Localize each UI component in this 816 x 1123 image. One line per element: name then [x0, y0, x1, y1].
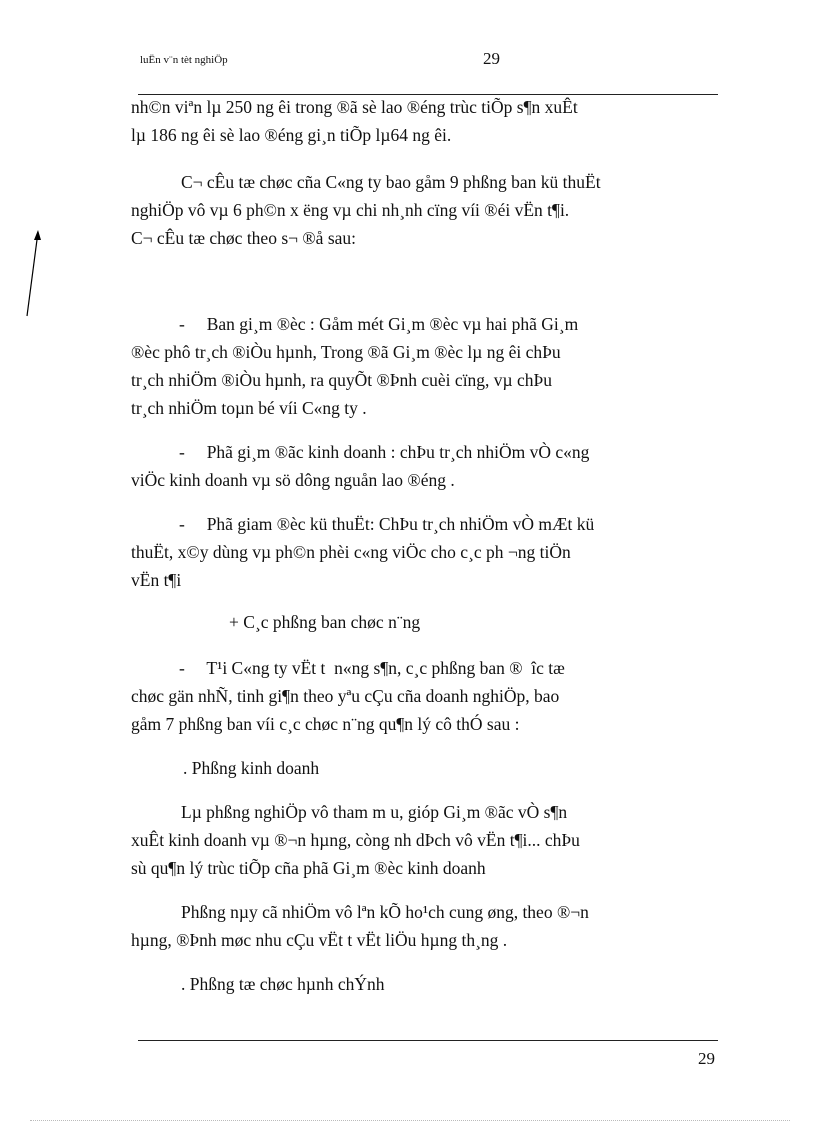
- footer-page-number: 29: [698, 1049, 715, 1068]
- body-line: vËn t¶i: [131, 570, 182, 590]
- section-heading: . Phßng tæ chøc hµnh chÝnh: [181, 974, 385, 994]
- body-line: nh©n viªn lµ 250 ng êi trong ®ã sè lao ®éng trùc tiÕp s¶n xuÊt: [131, 97, 578, 117]
- body-line: + C¸c phßng ban chøc n¨ng: [229, 612, 421, 632]
- body-line: - Phã giam ®èc kü thuËt: ChÞu tr¸ch nhiÖm vÒ mÆt kü: [179, 514, 595, 534]
- body-line: C¬ cÊu tæ chøc cña C«ng ty bao gåm 9 phßng ban kü thuËt: [181, 172, 601, 192]
- section-heading: . Phßng kinh doanh: [183, 758, 320, 778]
- body-line: thuËt, x©y dùng vµ ph©n phèi c«ng viÖc cho c¸c ph ¬ng tiÖn: [131, 542, 571, 562]
- body-line: viÖc kinh doanh vµ sö dông nguån lao ®éng .: [131, 470, 455, 490]
- header-title: luËn v¨n tèt nghiÖp: [140, 54, 228, 66]
- body-line: sù qu¶n lý trùc tiÕp cña phã Gi¸m ®èc kinh doanh: [131, 858, 486, 878]
- body-line: tr¸ch nhiÖm toµn bé víi C«ng ty .: [131, 398, 367, 418]
- footer-rule: [138, 1040, 718, 1041]
- body-line: - T¹i C«ng ty vËt t n«ng s¶n, c¸c phßng ban ® îc tæ: [179, 658, 565, 678]
- body-line: ®èc phô tr¸ch ®iÒu hµnh, Trong ®ã Gi¸m ®èc lµ ng êi chÞu: [131, 342, 561, 362]
- body-line: Phßng nµy cã nhiÖm vô lªn kÕ ho¹ch cung øng, theo ®¬n: [181, 902, 589, 922]
- header-page-number: 29: [483, 49, 500, 68]
- body-line: nghiÖp vô vµ 6 ph©n x ëng vµ chi nh¸nh cïng víi ®éi vËn t¶i.: [131, 200, 570, 220]
- body-line: lµ 186 ng êi sè lao ®éng gi¸n tiÕp lµ64 ng êi.: [131, 125, 452, 145]
- body-line: - Ban gi¸m ®èc : Gåm mét Gi¸m ®èc vµ hai phã Gi¸m: [179, 314, 579, 334]
- body-line: - Phã gi¸m ®ãc kinh doanh : chÞu tr¸ch nhiÖm vÒ c«ng: [179, 442, 590, 462]
- page-edge-divider: [30, 1120, 790, 1121]
- body-line: tr¸ch nhiÖm ®iÒu hµnh, ra quyÕt ®Þnh cuèi cïng, vµ chÞu: [131, 370, 553, 390]
- arrow-icon: [22, 228, 46, 320]
- body-line: hµng, ®Þnh møc nhu cÇu vËt t vËt liÖu hµng th¸ng .: [131, 930, 508, 950]
- body-line: xuÊt kinh doanh vµ ®¬n hµng, còng nh dÞch vô vËn t¶i... chÞu: [131, 830, 580, 850]
- body-line: Lµ phßng nghiÖp vô tham m u, gióp Gi¸m ®ãc vÒ s¶n: [181, 802, 568, 822]
- body-line: C¬ cÊu tæ chøc theo s¬ ®å sau:: [131, 228, 357, 248]
- body-line: chøc gän nhÑ, tinh gi¶n theo yªu cÇu cña doanh nghiÖp, bao: [131, 686, 560, 706]
- body-line: gåm 7 phßng ban víi c¸c chøc n¨ng qu¶n lý cô thÓ sau :: [131, 714, 520, 734]
